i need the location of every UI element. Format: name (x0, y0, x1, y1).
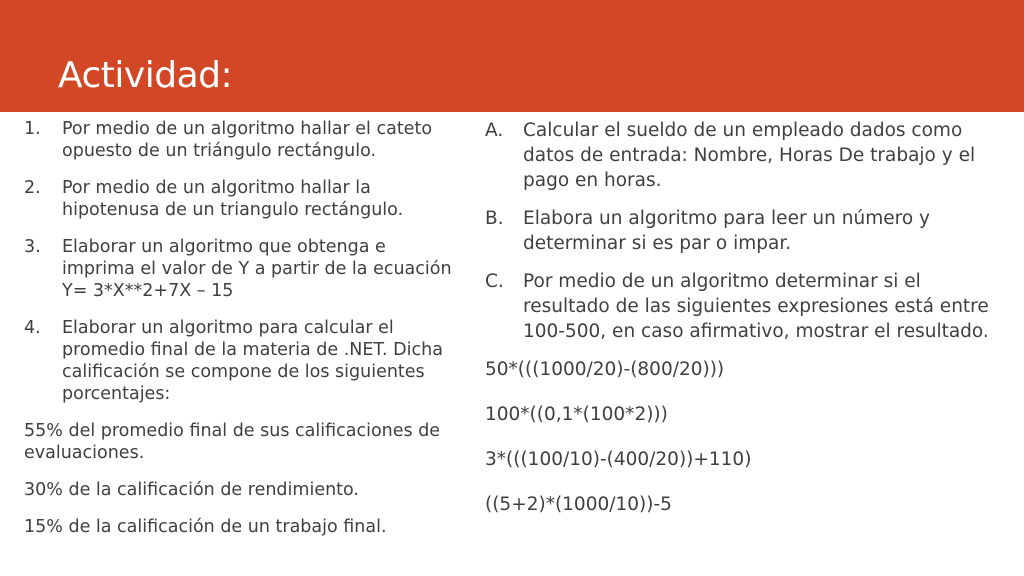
item-text: Por medio de un algoritmo determinar si el resultado de las siguientes expresiones está entre 100-500, en caso afirmativo, mostrar el resultado. (523, 271, 989, 342)
percentage-line-2: 30% de la calificación de rendimiento. (24, 480, 359, 500)
expression-2: 100*((0,1*(100*2))) (485, 404, 668, 425)
numbered-item-2 (24, 177, 456, 221)
lettered-item-a (485, 118, 1000, 193)
item-text: Elaborar un algoritmo que obtenga e imprima el valor de Y a partir de la ecuación Y= 3*X**2+7X – 15 (62, 237, 452, 301)
item-marker: C. (485, 271, 504, 292)
header-band (0, 0, 1024, 112)
numbered-item-1 (24, 118, 456, 162)
expression-1: 50*(((1000/20)-(800/20))) (485, 359, 725, 380)
item-marker: 3. (24, 237, 41, 257)
item-marker: A. (485, 120, 504, 141)
expression-4: ((5+2)*(1000/10))-5 (485, 494, 672, 515)
item-text: Por medio de un algoritmo hallar el cateto opuesto de un triángulo rectángulo. (62, 119, 433, 161)
numbered-item-3 (24, 236, 456, 302)
numbered-item-4 (24, 317, 456, 405)
item-marker: B. (485, 208, 504, 229)
percentage-line-1: 55% del promedio final de sus calificaciones de evaluaciones. (24, 421, 441, 463)
item-text: Elaborar un algoritmo para calcular el promedio final de la materia de .NET. Dicha calificación se compone de los siguientes porcentajes: (62, 318, 443, 404)
slide-title: Actividad: (58, 55, 233, 96)
lettered-item-b (485, 206, 1000, 256)
item-marker: 2. (24, 178, 41, 198)
right-column (485, 118, 1000, 537)
item-marker: 1. (24, 119, 41, 139)
lettered-item-c (485, 269, 1000, 344)
expression-3: 3*(((100/10)-(400/20))+110) (485, 449, 752, 470)
percentage-line-3: 15% de la calificación de un trabajo final. (24, 517, 387, 537)
left-column (24, 118, 456, 553)
item-marker: 4. (24, 318, 41, 338)
item-text: Elabora un algoritmo para leer un número y determinar si es par o impar. (523, 208, 930, 254)
item-text: Por medio de un algoritmo hallar la hipotenusa de un triangulo rectángulo. (62, 178, 404, 220)
item-text: Calcular el sueldo de un empleado dados como datos de entrada: Nombre, Horas De trabajo y el pago en horas. (523, 120, 976, 191)
